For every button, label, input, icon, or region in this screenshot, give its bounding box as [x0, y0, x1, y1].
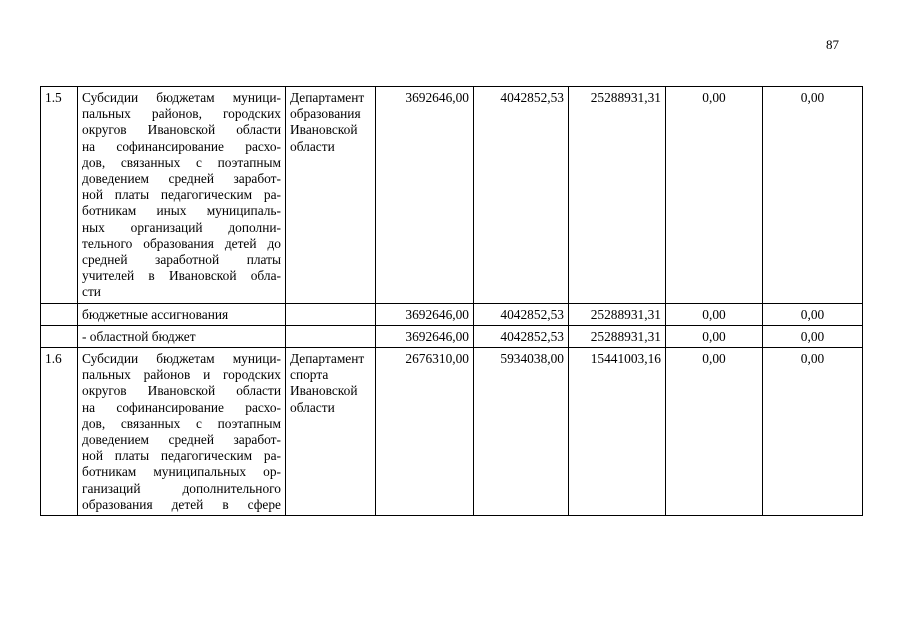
amount-2: 4042852,53 — [474, 87, 569, 304]
amount-2: 4042852,53 — [474, 303, 569, 325]
amount-3: 25288931,31 — [569, 325, 666, 347]
amount-3: 15441003,16 — [569, 348, 666, 516]
row-number: 1.5 — [41, 87, 78, 304]
row-executor: Департамент спорта Ивановской области — [286, 348, 376, 516]
amount-2: 4042852,53 — [474, 325, 569, 347]
row-executor: Департамент образования Ивановской области — [286, 87, 376, 304]
table-row — [41, 87, 863, 304]
amount-4: 0,00 — [666, 303, 763, 325]
amount-5: 0,00 — [763, 303, 863, 325]
row-number — [41, 303, 78, 325]
amount-3: 25288931,31 — [569, 87, 666, 304]
amount-4: 0,00 — [666, 348, 763, 516]
amount-1: 3692646,00 — [376, 325, 474, 347]
row-description: - областной бюджет — [78, 325, 286, 347]
amount-5: 0,00 — [763, 348, 863, 516]
amount-3: 25288931,31 — [569, 303, 666, 325]
amount-4: 0,00 — [666, 87, 763, 304]
row-description: Субсидии бюджетам муници- пальных районов и городских округов Ивановской области на софинансирование расхо- дов, связанных с поэтапным доведением средней заработ- ной платы педагогическим ра- ботникам муниципальных ор- ганизаций дополнительного образования детей в сфере — [78, 348, 286, 516]
row-number: 1.6 — [41, 348, 78, 516]
amount-1: 3692646,00 — [376, 303, 474, 325]
page-number: 87 — [826, 37, 839, 52]
table-row — [41, 303, 863, 325]
row-description: Субсидии бюджетам муници- пальных районов, городских округов Ивановской области на софинансирование расхо- дов, связанных с поэтапным доведением средней заработ- ной платы педагогическим ра- ботникам иных муниципаль- ных организаций дополни- тельного образования детей до средней заработной платы учителей в Ивановской обла- сти — [78, 87, 286, 304]
row-executor — [286, 325, 376, 347]
amount-5: 0,00 — [763, 87, 863, 304]
amount-5: 0,00 — [763, 325, 863, 347]
row-description: бюджетные ассигнования — [78, 303, 286, 325]
budget-table — [40, 86, 863, 516]
table-row — [41, 325, 863, 347]
amount-4: 0,00 — [666, 325, 763, 347]
amount-1: 2676310,00 — [376, 348, 474, 516]
row-number — [41, 325, 78, 347]
row-executor — [286, 303, 376, 325]
table-row — [41, 348, 863, 516]
amount-1: 3692646,00 — [376, 87, 474, 304]
amount-2: 5934038,00 — [474, 348, 569, 516]
